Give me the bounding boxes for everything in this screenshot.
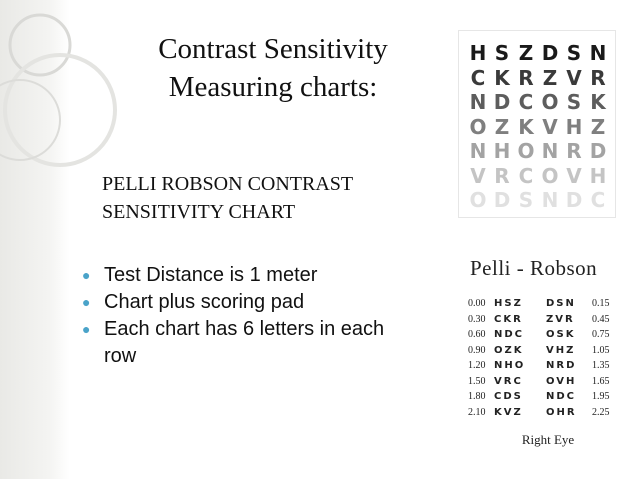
chart-letter: N [469,139,487,163]
eye-caption: Right Eye [521,432,575,447]
letter-group-1: NHO [494,360,526,371]
bullet-item [82,316,412,370]
letter-group-2: OHR [546,406,577,418]
chart-letter: V [566,65,582,90]
bullet-item [82,262,412,289]
bullet-item [82,289,412,316]
chart-letter: N [541,139,559,163]
pelli-robson-score-sheet [460,250,620,460]
chart-letter: R [590,65,606,90]
chart-name [102,170,442,226]
score-left-value: 0.00 [468,298,486,309]
bullet-list [82,262,412,370]
chart-letter: V [470,163,486,188]
letter-group-2: OVH [546,375,577,387]
letter-group-2: NRD [546,360,577,371]
chart-letter: S [518,188,534,212]
letter-group-2: ZVR [546,313,575,325]
score-right-value: 2.25 [592,406,610,418]
chart-letter: Z [590,114,606,139]
score-right-value: 1.95 [592,391,610,402]
letter-group-1: KVZ [494,406,523,418]
score-left-value: 1.50 [468,375,486,387]
chart-name-line-1: PELLI ROBSON CONTRAST [102,173,354,195]
score-left-value: 0.60 [468,329,486,340]
score-left-value: 0.30 [468,313,486,325]
pelli-robson-logo: Pelli - Robson [470,256,598,280]
chart-letter: K [494,65,510,90]
pelli-robson-chart-image [458,30,616,218]
letter-group-1: OZK [494,344,524,356]
score-right-value: 1.05 [592,344,610,356]
score-right-value: 1.35 [592,360,610,371]
chart-letter: H [493,139,511,163]
chart-letter: K [590,90,606,114]
chart-letter: C [470,65,486,90]
decorative-circles [0,0,120,479]
chart-letter-row [459,115,615,139]
chart-letter: H [589,163,607,188]
score-row [468,374,618,390]
score-row [468,358,618,374]
bullet-icon: ● [82,294,91,310]
chart-letter-row [459,164,615,188]
score-row [468,327,618,343]
chart-letter: O [541,90,559,114]
chart-letter: D [493,188,511,212]
chart-letter-row [459,41,615,65]
chart-letter: C [518,90,534,114]
chart-letter: S [566,90,582,114]
letter-group-2: NDC [546,391,577,402]
letter-group-1: CDS [494,391,523,402]
chart-letter: R [566,139,582,163]
score-right-value: 0.45 [592,313,610,325]
chart-letter: D [541,41,559,65]
chart-letter: N [541,188,559,212]
chart-letter: O [469,114,487,139]
letter-group-1: HSZ [494,298,523,309]
score-right-value: 0.75 [592,329,610,340]
title-line-1: Contrast Sensitivity [158,33,388,65]
chart-letter: H [565,114,583,139]
chart-letter: D [493,90,511,114]
title-line-2: Measuring charts: [168,71,378,103]
chart-letter: O [469,188,487,212]
score-left-value: 0.90 [468,344,486,356]
letter-group-2: VHZ [546,344,576,356]
letter-group-1: CKR [494,313,523,325]
chart-letter: C [518,163,534,188]
chart-letter: N [469,90,487,114]
bullet-icon: ● [82,321,91,337]
chart-letter-row [459,90,615,114]
chart-letter: S [566,41,582,65]
chart-letter: N [589,41,607,65]
chart-letter: D [565,188,583,212]
score-row [468,296,618,312]
chart-letter: D [589,139,607,163]
chart-letter: Z [494,114,510,139]
score-row [468,389,618,405]
chart-letter: O [541,163,559,188]
chart-letter: V [566,163,582,188]
bullet-text: Each chart has 6 letters in each row [104,318,385,367]
chart-letter: H [469,41,487,65]
score-row [468,312,618,328]
letter-group-2: OSK [546,329,576,340]
score-left-value: 2.10 [468,406,486,418]
chart-letter: C [590,188,606,212]
slide-title [118,30,428,106]
score-right-value: 0.15 [592,298,610,309]
bullet-icon: ● [82,267,91,283]
score-left-value: 1.80 [468,391,486,402]
chart-letter: Z [518,41,534,65]
chart-letter-row [459,66,615,90]
chart-letter: Z [542,65,558,90]
score-right-value: 1.65 [592,375,610,387]
chart-letter: R [518,65,534,90]
bullet-text: Chart plus scoring pad [104,291,305,313]
score-table [468,296,618,420]
letter-group-1: NDC [494,329,525,340]
score-row [468,343,618,359]
letter-group-1: VRC [494,375,523,387]
chart-letter: R [494,163,510,188]
chart-letter: K [518,114,534,139]
chart-name-line-2: SENSITIVITY CHART [102,201,296,223]
score-row [468,405,618,421]
chart-letter-row [459,139,615,163]
bullet-text: Test Distance is 1 meter [104,264,318,286]
chart-letter: V [542,114,558,139]
score-left-value: 1.20 [468,360,486,371]
chart-letter: S [494,41,510,65]
chart-letter-row [459,188,615,212]
letter-group-2: DSN [546,298,576,309]
chart-letter: O [517,139,535,163]
